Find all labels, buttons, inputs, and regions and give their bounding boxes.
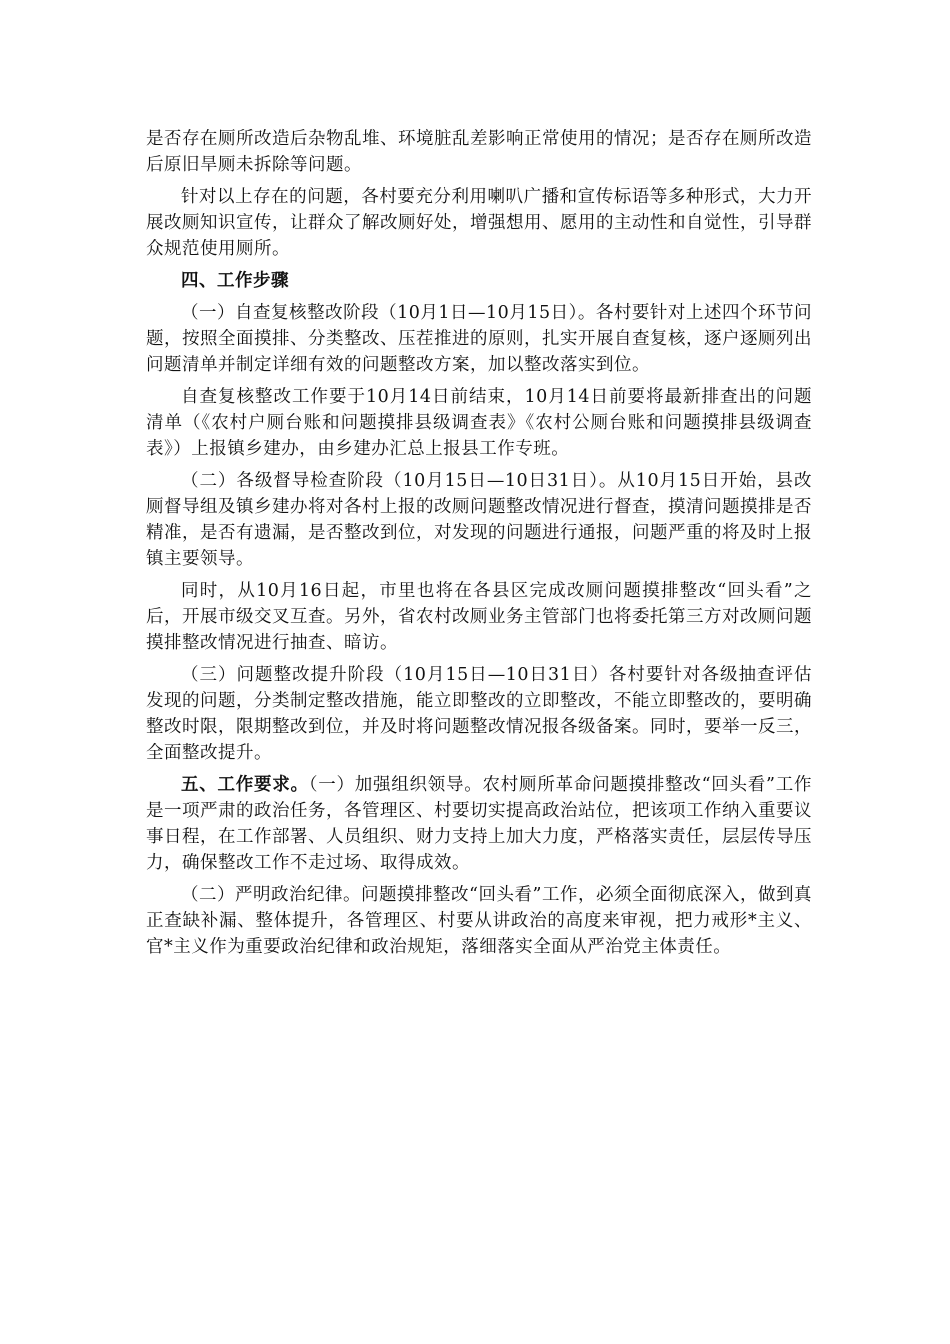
paragraph-supervision-stage: （二）各级督导检查阶段（10月15日—10日31日）。从10月15日开始，县改厕督导组及镇乡建办将对各村上报的改厕问题整改情况进行督查，摸清问题摸排是否精准，是否有遗漏，是否整改到位，对发现的问题进行通报，问题严重的将及时上报镇主要领导。 [146, 471, 812, 569]
paragraph-publicity: 针对以上存在的问题，各村要充分利用喇叭广播和宣传标语等多种形式，大力开展改厕知识宣传，让群众了解改厕好处，增强想用、愿用的主动性和自觉性，引导群众规范使用厕所。 [146, 187, 812, 259]
paragraph-discipline: （二）严明政治纪律。问题摸排整改“回头看”工作，必须全面彻底深入，做到真正查缺补漏、整体提升，各管理区、村要从讲政治的高度来审视，把力戒形*主义、官*主义作为重要政治纪律和政治规矩，落细落实全面从严治党主体责任。 [146, 885, 812, 957]
document-body [146, 126, 812, 966]
paragraph-toilet-issues: 是否存在厕所改造后杂物乱堆、环境脏乱差影响正常使用的情况；是否存在厕所改造后原旧旱厕未拆除等问题。 [146, 129, 812, 175]
paragraph-self-check-stage: （一）自查复核整改阶段（10月1日—10月15日）。各村要针对上述四个环节问题，按照全面摸排、分类整改、压茬推进的原则，扎实开展自查复核，逐户逐厕列出问题清单并制定详细有效的问题整改方案，加以整改落实到位。 [146, 303, 812, 375]
section-heading-work-steps: 四、工作步骤 [181, 271, 289, 291]
paragraph-cross-check: 同时，从10月16日起，市里也将在各县区完成改厕问题摸排整改“回头看”之后，开展市级交叉互查。另外，省农村改厕业务主管部门也将委托第三方对改厕问题摸排整改情况进行抽查、暗访。 [146, 581, 812, 653]
section-heading-work-requirements: 五、工作要求。 [181, 775, 309, 795]
paragraph-leadership: （一）加强组织领导。农村厕所革命问题摸排整改“回头看”工作是一项严肃的政治任务，各管理区、村要切实提高政治站位，把该项工作纳入重要议事日程，在工作部署、人员组织、财力支持上加大力度，严格落实责任，层层传导压力，确保整改工作不走过场、取得成效。 [146, 775, 812, 873]
paragraph-rectification-stage: （三）问题整改提升阶段（10月15日—10日31日）各村要针对各级抽查评估发现的问题，分类制定整改措施，能立即整改的立即整改，不能立即整改的，要明确整改时限，限期整改到位，并及时将问题整改情况报各级备案。同时，要举一反三，全面整改提升。 [146, 665, 812, 763]
paragraph-self-check-deadline: 自查复核整改工作要于10月14日前结束，10月14日前要将最新排查出的问题清单（《农村户厕台账和问题摸排县级调查表》《农村公厕台账和问题摸排县级调查表》）上报镇乡建办，由乡建办汇总上报县工作专班。 [146, 387, 812, 459]
paragraph-work-requirements [146, 772, 812, 876]
